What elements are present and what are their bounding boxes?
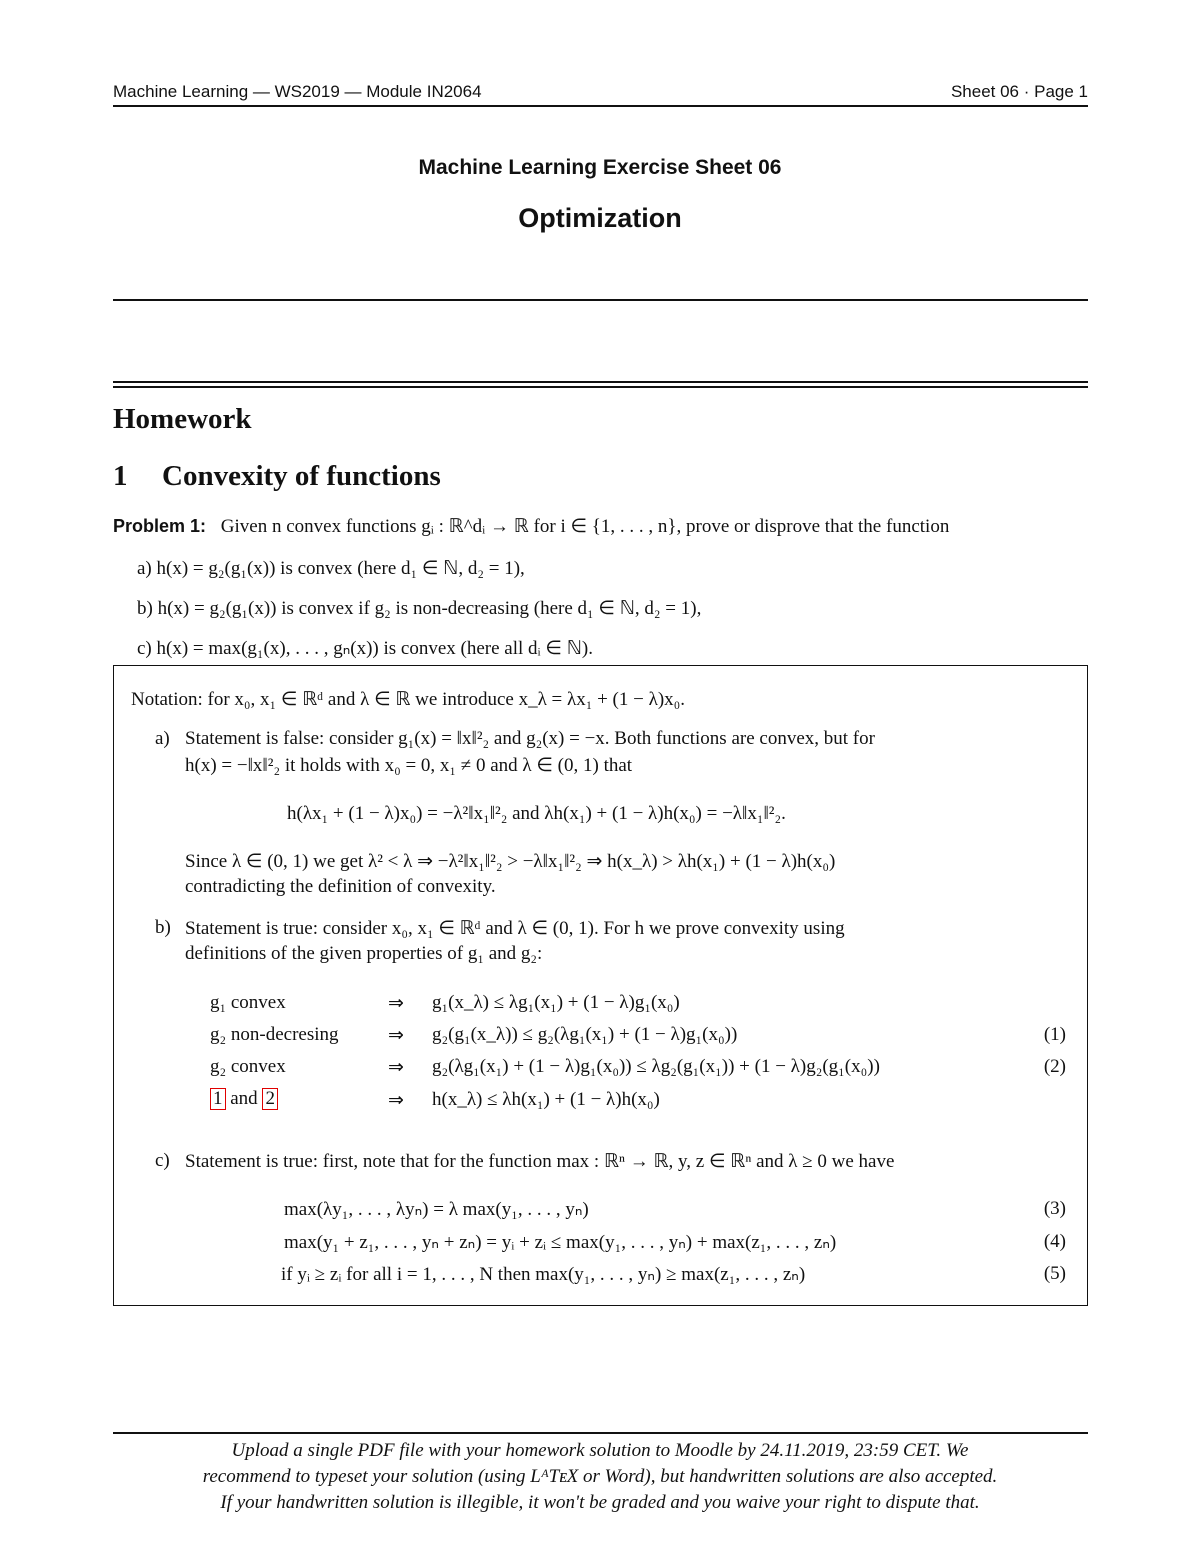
- running-header-left: Machine Learning — WS2019 — Module IN2064: [113, 82, 482, 101]
- running-header-right: Sheet 06 · Page 1: [950, 82, 1088, 101]
- and-text: and: [225, 1088, 263, 1109]
- implies-arrow-2: ⇒: [388, 1025, 404, 1046]
- derivation-left-3: g₂ convex: [210, 1056, 286, 1077]
- equation-number-3: (3): [1043, 1198, 1066, 1219]
- implies-arrow-3: ⇒: [388, 1057, 404, 1078]
- solution-c-label: c): [155, 1150, 170, 1171]
- equation-number-4: (4): [1043, 1231, 1066, 1252]
- solution-c-line1: Statement is true: first, note that for the function max : ℝⁿ → ℝ, y, z ∈ ℝⁿ and λ ≥ 0 we have: [185, 1151, 895, 1172]
- solution-notation: Notation: for x₀, x₁ ∈ ℝᵈ and λ ∈ ℝ we introduce x_λ = λx₁ + (1 − λ)x₀.: [131, 689, 686, 710]
- double-rule-bottom: [113, 386, 1088, 388]
- problem-item-a: a) h(x) = g₂(g₁(x)) is convex (here d₁ ∈ ℕ, d₂ = 1),: [137, 558, 525, 579]
- equation-number-1: (1): [1043, 1024, 1066, 1045]
- footer-line-1: Upload a single PDF file with your homework solution to Moodle by 24.11.2019, 23:59 CET. We: [231, 1440, 969, 1461]
- footer-rule: [113, 1432, 1088, 1434]
- equation-number-2: (2): [1043, 1056, 1066, 1077]
- header-rule: [113, 105, 1088, 107]
- solution-b-line2: definitions of the given properties of g₁ and g₂:: [185, 943, 543, 964]
- problem-statement: [113, 515, 949, 538]
- derivation-right-1: g₁(x_λ) ≤ λg₁(x₁) + (1 − λ)g₁(x₀): [432, 992, 680, 1013]
- derivation-left-2: g₂ non-decresing: [210, 1024, 339, 1045]
- solution-a-line2: h(x) = −‖x‖²₂ it holds with x₀ = 0, x₁ ≠ 0 and λ ∈ (0, 1) that: [185, 755, 633, 776]
- page-title: Machine Learning Exercise Sheet 06: [418, 156, 782, 179]
- equation-ref-1[interactable]: 1: [210, 1088, 226, 1110]
- max-property-3: max(λy₁, . . . , λyₙ) = λ max(y₁, . . . , yₙ): [284, 1199, 589, 1220]
- footer-line-3: If your handwritten solution is illegible, it won't be graded and you waive your right to dispute that.: [220, 1492, 980, 1513]
- derivation-left-1: g₁ convex: [210, 992, 286, 1013]
- equation-number-5: (5): [1043, 1263, 1066, 1284]
- homework-heading: Homework: [113, 403, 252, 435]
- derivation-right-2: g₂(g₁(x_λ)) ≤ g₂(λg₁(x₁) + (1 − λ)g₁(x₀)): [432, 1024, 738, 1045]
- problem-item-c: c) h(x) = max(g₁(x), . . . , gₙ(x)) is convex (here all dᵢ ∈ ℕ).: [137, 638, 593, 659]
- section-number: 1: [113, 460, 128, 492]
- implies-arrow-1: ⇒: [388, 993, 404, 1014]
- solution-a-line3: Since λ ∈ (0, 1) we get λ² < λ ⇒ −λ²‖x₁‖²₂ > −λ‖x₁‖²₂ ⇒ h(x_λ) > λh(x₁) + (1 − λ)h(x₀): [185, 851, 836, 872]
- solution-a-line1: Statement is false: consider g₁(x) = ‖x‖²₂ and g₂(x) = −x. Both functions are convex, but for: [185, 728, 875, 749]
- derivation-right-3: g₂(λg₁(x₁) + (1 − λ)g₁(x₀)) ≤ λg₂(g₁(x₁)) + (1 − λ)g₂(g₁(x₀)): [432, 1056, 880, 1077]
- derivation-right-4: h(x_λ) ≤ λh(x₁) + (1 − λ)h(x₀): [432, 1089, 660, 1110]
- solution-b-label: b): [155, 917, 171, 938]
- problem-intro: Given n convex functions gᵢ : ℝ^dᵢ → ℝ for i ∈ {1, . . . , n}, prove or disprove that the function: [220, 516, 950, 537]
- derivation-left-4: [210, 1088, 278, 1110]
- max-property-4: max(y₁ + z₁, . . . , yₙ + zₙ) = yᵢ + zᵢ ≤ max(y₁, . . . , yₙ) + max(z₁, . . . , zₙ): [284, 1232, 837, 1253]
- solution-a-display-eq: h(λx₁ + (1 − λ)x₀) = −λ²‖x₁‖²₂ and λh(x₁) + (1 − λ)h(x₀) = −λ‖x₁‖²₂.: [287, 803, 786, 824]
- solution-a-line4: contradicting the definition of convexity.: [185, 876, 496, 897]
- solution-b-line1: Statement is true: consider x₀, x₁ ∈ ℝᵈ and λ ∈ (0, 1). For h we prove convexity using: [185, 918, 845, 939]
- footer-line-2: recommend to typeset your solution (using LᴬTᴇX or Word), but handwritten solutions are also accepted.: [202, 1466, 998, 1487]
- section-title: Convexity of functions: [162, 460, 441, 492]
- page-subtitle: Optimization: [518, 203, 682, 233]
- equation-ref-2[interactable]: 2: [262, 1088, 278, 1110]
- double-rule-top: [113, 381, 1088, 383]
- problem-label: Problem 1:: [113, 516, 207, 536]
- implies-arrow-4: ⇒: [388, 1090, 404, 1111]
- solution-a-label: a): [155, 728, 170, 749]
- problem-item-b: b) h(x) = g₂(g₁(x)) is convex if g₂ is non-decreasing (here d₁ ∈ ℕ, d₂ = 1),: [137, 598, 702, 619]
- max-property-5: if yᵢ ≥ zᵢ for all i = 1, . . . , N then max(y₁, . . . , yₙ) ≥ max(z₁, . . . , zₙ): [281, 1264, 806, 1285]
- title-rule: [113, 299, 1088, 301]
